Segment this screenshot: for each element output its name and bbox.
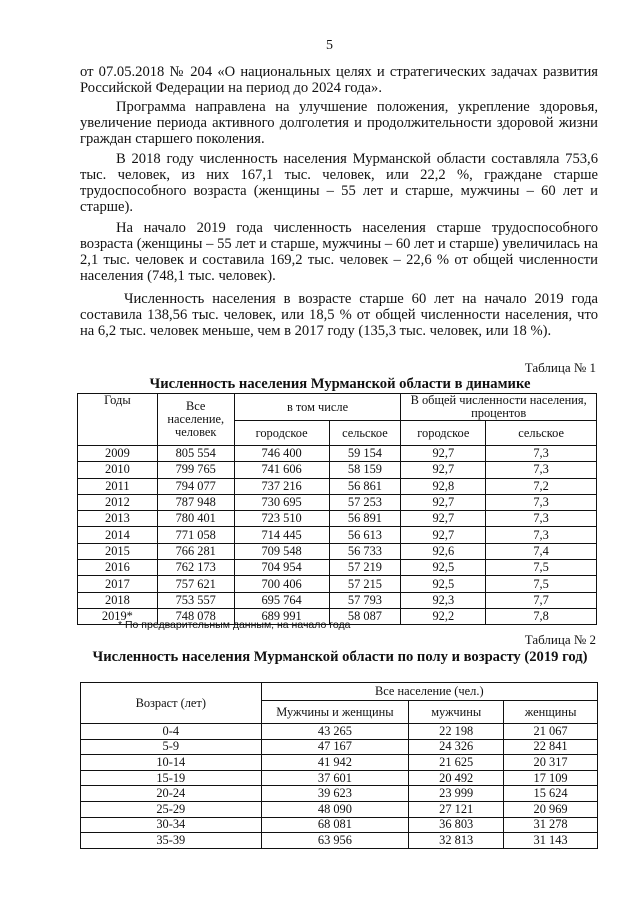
table-cell: 757 621	[157, 576, 234, 592]
table-row	[81, 801, 598, 817]
table-cell: 23 999	[409, 786, 504, 802]
table-cell: 2019*	[78, 608, 158, 624]
table-cell: 799 765	[157, 462, 234, 478]
table-cell: 730 695	[234, 494, 329, 510]
table-cell: 24 326	[409, 739, 504, 755]
table-cell: 92,5	[401, 576, 486, 592]
table-cell: 7,3	[486, 446, 597, 462]
table-cell: 2018	[78, 592, 158, 608]
header-share-urban: городское	[401, 421, 486, 446]
table-cell: 2010	[78, 462, 158, 478]
table-cell: 15 624	[504, 786, 598, 802]
table-cell: 762 173	[157, 560, 234, 576]
table-cell: 36 803	[409, 817, 504, 833]
header-years: Годы	[78, 394, 158, 446]
table-cell: 5-9	[81, 739, 262, 755]
table-cell: 709 548	[234, 543, 329, 559]
table-cell: 43 265	[261, 724, 409, 740]
paragraph-2: Программа направлена на улучшение положения, укрепление здоровья, увеличение периода активного долголетия и продолжительности здоровой жизни граждан старшего поколения.	[80, 99, 598, 147]
table-row	[81, 739, 598, 755]
table-cell: 27 121	[409, 801, 504, 817]
table-cell: 780 401	[157, 511, 234, 527]
table-cell: 2012	[78, 494, 158, 510]
table-row	[78, 446, 597, 462]
table2-title: Численность населения Мурманской области по полу и возрасту (2019 год)	[92, 649, 588, 665]
header-share: В общей численности населения, процентов	[401, 394, 597, 421]
table-cell: 704 954	[234, 560, 329, 576]
table-cell: 20 492	[409, 770, 504, 786]
table-row	[78, 592, 597, 608]
table-cell: 741 606	[234, 462, 329, 478]
table-cell: 35-39	[81, 833, 262, 849]
table-row	[81, 755, 598, 771]
table-cell: 7,8	[486, 608, 597, 624]
table-cell: 92,7	[401, 446, 486, 462]
paragraph-1: от 07.05.2018 № 204 «О национальных целях и стратегических задачах развития Российской Федерации на период до 2024 года».	[80, 64, 598, 96]
table-cell: 771 058	[157, 527, 234, 543]
table-cell: 39 623	[261, 786, 409, 802]
table-cell: 794 077	[157, 478, 234, 494]
table-cell: 700 406	[234, 576, 329, 592]
table-cell: 695 764	[234, 592, 329, 608]
table-cell: 753 557	[157, 592, 234, 608]
table-cell: 737 216	[234, 478, 329, 494]
table-cell: 2009	[78, 446, 158, 462]
table-cell: 47 167	[261, 739, 409, 755]
header-urban: городское	[234, 421, 329, 446]
table-cell: 689 991	[234, 608, 329, 624]
table-cell: 2017	[78, 576, 158, 592]
table-cell: 7,3	[486, 527, 597, 543]
header-rural: сельское	[329, 421, 401, 446]
table-cell: 59 154	[329, 446, 401, 462]
table-population-dynamics	[77, 393, 597, 625]
table-row	[78, 527, 597, 543]
table-row	[78, 462, 597, 478]
table-cell: 21 067	[504, 724, 598, 740]
table-row	[81, 724, 598, 740]
table-cell: 92,8	[401, 478, 486, 494]
table-cell: 20 969	[504, 801, 598, 817]
table-cell: 7,5	[486, 560, 597, 576]
table-cell: 723 510	[234, 511, 329, 527]
table-cell: 41 942	[261, 755, 409, 771]
table-cell: 766 281	[157, 543, 234, 559]
table-cell: 7,7	[486, 592, 597, 608]
table-cell: 805 554	[157, 446, 234, 462]
table-cell: 58 087	[329, 608, 401, 624]
table-cell: 92,7	[401, 527, 486, 543]
table-cell: 2011	[78, 478, 158, 494]
table-row	[81, 833, 598, 849]
table-row	[78, 478, 597, 494]
header-incl: в том числе	[234, 394, 401, 421]
table-row	[78, 543, 597, 559]
table-cell: 68 081	[261, 817, 409, 833]
table-cell: 92,7	[401, 494, 486, 510]
table-cell: 37 601	[261, 770, 409, 786]
table-cell: 92,7	[401, 462, 486, 478]
table-cell: 21 625	[409, 755, 504, 771]
table-cell: 2013	[78, 511, 158, 527]
table-cell: 7,3	[486, 511, 597, 527]
table-row	[81, 817, 598, 833]
table-cell: 58 159	[329, 462, 401, 478]
header-all: Все население (чел.)	[261, 683, 597, 701]
table-cell: 57 793	[329, 592, 401, 608]
table-cell: 56 613	[329, 527, 401, 543]
table-cell: 17 109	[504, 770, 598, 786]
table-cell: 25-29	[81, 801, 262, 817]
table-cell: 20 317	[504, 755, 598, 771]
table-cell: 714 445	[234, 527, 329, 543]
table-cell: 10-14	[81, 755, 262, 771]
table-cell: 22 198	[409, 724, 504, 740]
table-row	[78, 576, 597, 592]
table-cell: 7,3	[486, 494, 597, 510]
page-number: 5	[326, 38, 333, 53]
table-row	[81, 786, 598, 802]
paragraph-3: В 2018 году численность населения Мурманской области составляла 753,6 тыс. человек, из них 167,1 тыс. человек, или 22,2 %, граждане старше трудоспособного возраста (женщины – 55 лет и старше, мужчины – 60 лет и старше).	[80, 151, 598, 215]
table-cell: 22 841	[504, 739, 598, 755]
table-cell: 56 861	[329, 478, 401, 494]
header-men: мужчины	[409, 701, 504, 724]
table-cell: 30-34	[81, 817, 262, 833]
table-cell: 48 090	[261, 801, 409, 817]
table-cell: 31 278	[504, 817, 598, 833]
table-row	[81, 770, 598, 786]
table-cell: 2014	[78, 527, 158, 543]
table1-caption: Таблица № 1	[524, 360, 596, 375]
table-cell: 20-24	[81, 786, 262, 802]
table-cell: 787 948	[157, 494, 234, 510]
table-cell: 2015	[78, 543, 158, 559]
paragraph-5: Численность населения в возрасте старше 60 лет на начало 2019 года составила 138,56 тыс. человек, или 18,5 % от общей численности населения, что на 6,2 тыс. человек меньше, чем в 2017 году (135,3 тыс. человек, или 18 %).	[80, 291, 598, 339]
table-cell: 0-4	[81, 724, 262, 740]
header-women: женщины	[504, 701, 598, 724]
table2-caption: Таблица № 2	[524, 632, 596, 647]
table-cell: 92,7	[401, 511, 486, 527]
table-cell: 57 219	[329, 560, 401, 576]
header-both: Мужчины и женщины	[261, 701, 409, 724]
header-age: Возраст (лет)	[81, 683, 262, 724]
table-cell: 92,5	[401, 560, 486, 576]
table-cell: 57 253	[329, 494, 401, 510]
table-cell: 92,2	[401, 608, 486, 624]
table-cell: 63 956	[261, 833, 409, 849]
table-row	[78, 560, 597, 576]
table-cell: 748 078	[157, 608, 234, 624]
table2-body	[81, 724, 598, 849]
table-cell: 32 813	[409, 833, 504, 849]
table-cell: 7,5	[486, 576, 597, 592]
table-cell: 56 733	[329, 543, 401, 559]
table1-footnote: * По предварительным данным, на начало года	[118, 619, 351, 631]
table-cell: 7,3	[486, 462, 597, 478]
header-total: Все население, человек	[157, 394, 234, 446]
table-cell: 2016	[78, 560, 158, 576]
table-cell: 31 143	[504, 833, 598, 849]
table-cell: 7,4	[486, 543, 597, 559]
paragraph-4: На начало 2019 года численность населения старше трудоспособного возраста (женщины – 55 лет и старше, мужчины – 60 лет и старше) увеличилась на 2,1 тыс. человек и составила 169,2 тыс. человек – 22,6 % от общей численности населения (748,1 тыс. человек).	[80, 220, 598, 284]
table-row	[78, 511, 597, 527]
table-row	[78, 494, 597, 510]
table-cell: 56 891	[329, 511, 401, 527]
header-share-rural: сельское	[486, 421, 597, 446]
table-cell: 7,2	[486, 478, 597, 494]
table1-body	[78, 446, 597, 625]
table1-title: Численность населения Мурманской области в динамике	[149, 376, 531, 392]
table-cell: 92,3	[401, 592, 486, 608]
table-cell: 57 215	[329, 576, 401, 592]
table-cell: 15-19	[81, 770, 262, 786]
table-population-sex-age	[80, 682, 598, 849]
table-cell: 746 400	[234, 446, 329, 462]
table-cell: 92,6	[401, 543, 486, 559]
